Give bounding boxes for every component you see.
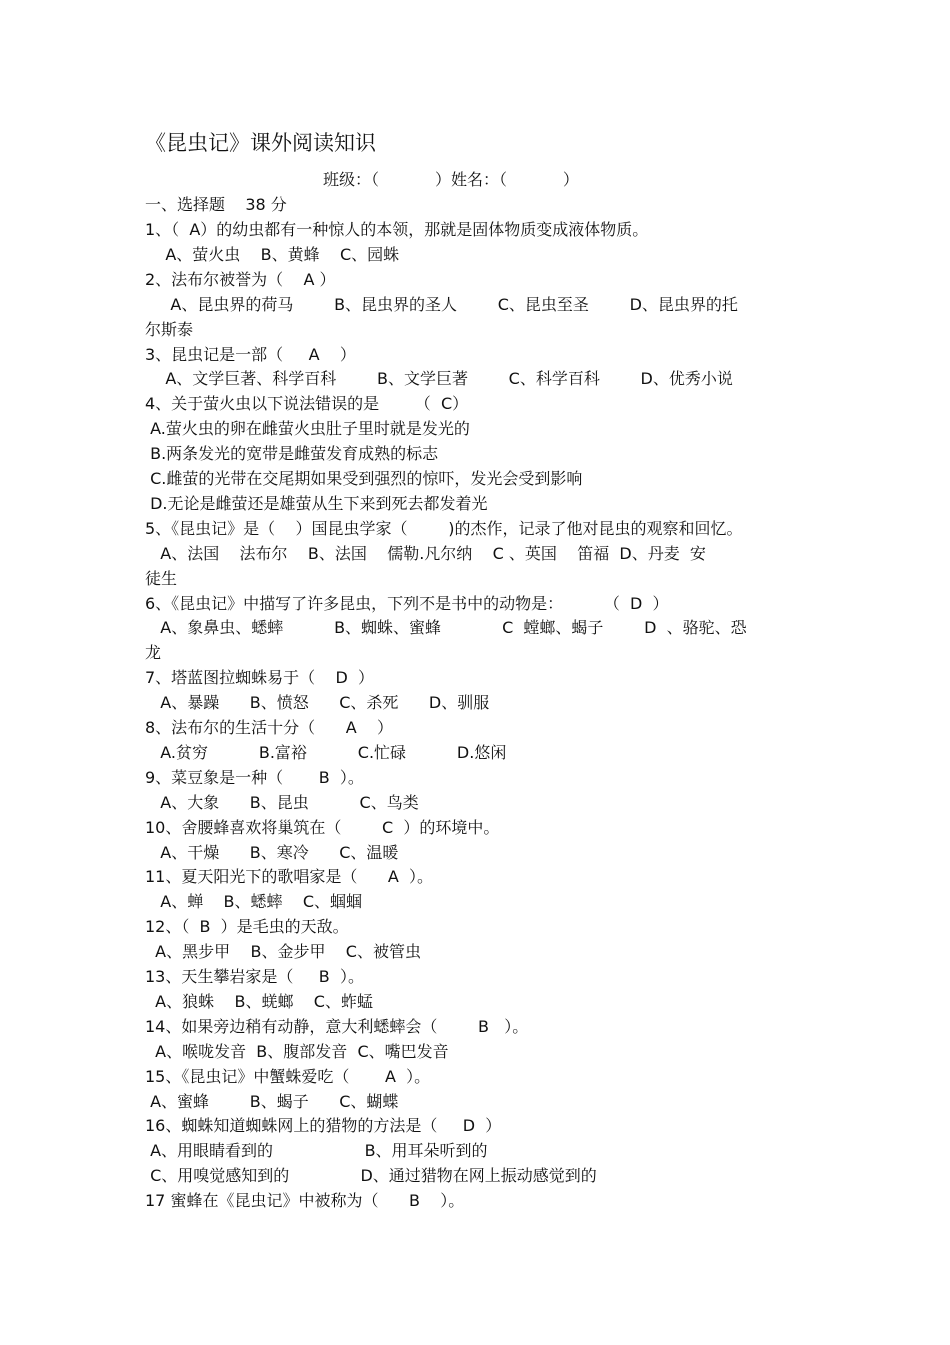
- document-title: 《昆虫记》课外阅读知识: [145, 131, 376, 155]
- question-line: 10、舍腰蜂喜欢将巢筑在（ C ）的环境中。: [145, 817, 500, 837]
- question-line: B.两条发光的宽带是雌萤发育成熟的标志: [145, 444, 439, 464]
- question-line: 16、蜘蛛知道蜘蛛网上的猎物的方法是（ D ）: [145, 1116, 502, 1136]
- question-line: A、狼蛛 B、蜣螂 C、蚱蜢: [145, 991, 373, 1011]
- question-line: A、蜜蜂 B、蝎子 C、蝴蝶: [145, 1091, 399, 1111]
- question-line: 14、如果旁边稍有动静，意大利蟋蟀会（ B ）。: [145, 1016, 529, 1036]
- question-line: A、文学巨著、科学百科 B、文学巨著 C、科学百科 D、优秀小说: [145, 369, 733, 389]
- question-line: A.萤火虫的卵在雌萤火虫肚子里时就是发光的: [145, 419, 470, 439]
- question-line: A、大象 B、昆虫 C、鸟类: [145, 792, 419, 812]
- question-line: 17 蜜蜂在《昆虫记》中被称为（ B ）。: [145, 1191, 465, 1211]
- question-line: 徒生: [145, 568, 178, 588]
- question-line: 8、法布尔的生活十分（ A ）: [145, 718, 393, 737]
- question-line: 9、菜豆象是一种（ B ）。: [145, 767, 364, 787]
- question-line: A、萤火虫 B、黄蜂 C、园蛛: [145, 244, 400, 264]
- question-line: 5、《昆虫记》是（ ）国昆虫学家（ )的杰作，记录了他对昆虫的观察和回忆。: [145, 518, 743, 538]
- class-name-line: 班级：（ ）姓名：（ ）: [323, 170, 579, 189]
- question-line: 3、昆虫记是一部（ A ）: [145, 344, 356, 364]
- question-line: 4、关于萤火虫以下说法错误的是 （ C）: [145, 394, 469, 414]
- question-line: A、象鼻虫、蟋蟀 B、蜘蛛、蜜蜂 C 螳螂、蝎子 D 、骆驼、恐: [145, 618, 747, 638]
- question-line: 尔斯泰: [145, 319, 194, 339]
- question-line: 6、《昆虫记》中描写了许多昆虫，下列不是书中的动物是： （ D ）: [145, 593, 669, 613]
- question-line: 2、法布尔被誉为（ A ）: [145, 269, 336, 289]
- question-line: A、暴躁 B、愤怒 C、杀死 D、驯服: [145, 693, 490, 713]
- question-line: A、喉咙发音 B、腹部发音 C、嘴巴发音: [145, 1041, 449, 1061]
- question-line: A、蝉 B、蟋蟀 C、蝈蝈: [145, 892, 363, 912]
- question-line: 12、（ B ）是毛虫的天敌。: [145, 917, 349, 937]
- question-line: 龙: [145, 643, 162, 663]
- question-line: 11、夏天阳光下的歌唱家是（ A ）。: [145, 867, 433, 887]
- question-line: A、干燥 B、寒冷 C、温暖: [145, 842, 399, 862]
- question-line: D.无论是雌萤还是雄萤从生下来到死去都发着光: [145, 493, 488, 513]
- question-line: A.贫穷 B.富裕 C.忙碌 D.悠闲: [145, 742, 507, 762]
- question-line: A、昆虫界的荷马 B、昆虫界的圣人 C、昆虫至圣 D、昆虫界的托: [145, 294, 738, 314]
- question-line: A、用眼睛看到的 B、用耳朵听到的: [145, 1141, 488, 1161]
- question-line: A、法国 法布尔 B、法国 儒勒.凡尔纳 C 、英国 笛福 D、丹麦 安: [145, 543, 706, 563]
- question-line: 1、（ A）的幼虫都有一种惊人的本领，那就是固体物质变成液体物质。: [145, 220, 649, 239]
- question-line: A、黑步甲 B、金步甲 C、被管虫: [145, 942, 421, 962]
- question-line: C、用嗅觉感知到的 D、通过猎物在网上振动感觉到的: [145, 1166, 597, 1186]
- question-line: 13、天生攀岩家是（ B ）。: [145, 967, 364, 986]
- question-line: C.雌萤的光带在交尾期如果受到强烈的惊吓，发光会受到影响: [145, 469, 583, 488]
- question-line: 7、塔蓝图拉蜘蛛易于（ D ）: [145, 668, 375, 688]
- section-heading: 一、选择题 38 分: [145, 195, 287, 214]
- question-line: 15、《昆虫记》中蟹蛛爱吃（ A ）。: [145, 1066, 431, 1086]
